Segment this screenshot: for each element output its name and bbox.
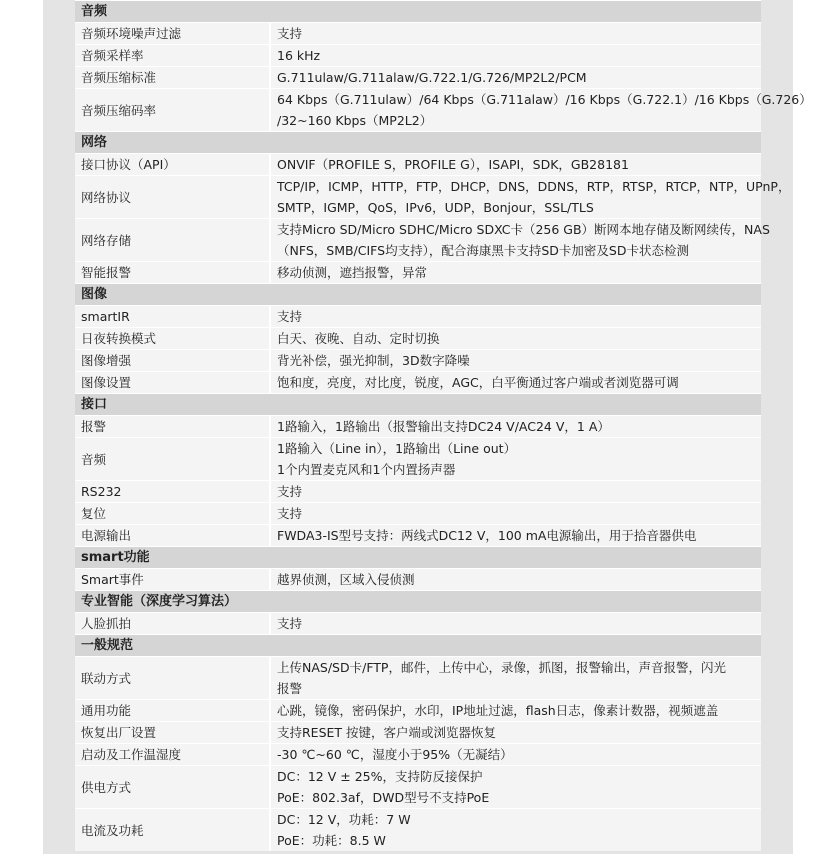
- spec-label-text: 通用功能: [81, 703, 132, 718]
- spec-value-line: DC：12 V，功耗：7 W: [277, 812, 411, 827]
- spec-value-line: SMTP，IGMP，QoS，IPv6，UDP，Bonjour，SSL/TLS: [277, 200, 594, 215]
- spec-row: [75, 808, 761, 851]
- spec-row: [75, 743, 761, 765]
- spec-label-text: 供电方式: [81, 779, 132, 795]
- spec-label-text: 启动及工作温湿度: [81, 747, 182, 762]
- spec-label: [75, 612, 271, 634]
- spec-value-line: TCP/IP，ICMP，HTTP，FTP，DHCP，DNS，DDNS，RTP，RTSP，RTCP，NTP，UPnP，: [277, 179, 791, 194]
- spec-value: [271, 153, 761, 175]
- spec-value-line: 1个内置麦克风和1个内置扬声器: [277, 462, 456, 477]
- spec-value-line: （NFS，SMB/CIFS均支持），配合海康黑卡支持SD卡加密及SD卡状态检测: [277, 243, 689, 258]
- spec-row: [75, 502, 761, 524]
- spec-value: [271, 44, 761, 66]
- spec-label: [75, 743, 271, 765]
- spec-value-line: ONVIF（PROFILE S，PROFILE G），ISAPI，SDK，GB28181: [277, 157, 629, 172]
- spec-label-text: 音频压缩标准: [81, 70, 157, 85]
- spec-row: [75, 437, 761, 480]
- spec-value-line: PoE：功耗：8.5 W: [277, 833, 386, 848]
- spec-value-line: 背光补偿，强光抑制，3D数字降噪: [277, 353, 470, 368]
- section-header: 接口: [75, 393, 761, 415]
- spec-label-text: 网络存储: [81, 232, 132, 248]
- spec-value-line: 报警: [277, 681, 303, 696]
- section-header: 专业智能（深度学习算法）: [75, 590, 761, 612]
- spec-label: [75, 218, 271, 261]
- spec-label: [75, 371, 271, 393]
- spec-label-text: 复位: [81, 506, 107, 521]
- spec-label: [75, 765, 271, 808]
- spec-row: [75, 612, 761, 634]
- spec-value: [271, 480, 761, 502]
- spec-value: [271, 502, 761, 524]
- spec-value: [271, 22, 761, 44]
- spec-label-text: 接口协议（API）: [81, 157, 176, 172]
- spec-row: [75, 218, 770, 261]
- spec-label-text: 音频环境噪声过滤: [81, 26, 182, 41]
- spec-value: [271, 699, 761, 721]
- spec-label: [75, 437, 271, 480]
- spec-value: [271, 721, 761, 743]
- spec-label: [75, 568, 271, 590]
- spec-value: [271, 175, 791, 218]
- spec-label: [75, 22, 271, 44]
- spec-value-line: 支持RESET 按键，客户端或浏览器恢复: [277, 725, 497, 740]
- spec-value: [271, 88, 812, 131]
- spec-label-text: 音频采样率: [81, 48, 144, 63]
- spec-value-line: 心跳，镜像，密码保护，水印，IP地址过滤，flash日志，像素计数器，视频遮盖: [277, 703, 719, 718]
- spec-value: [271, 437, 761, 480]
- spec-value-line: 支持: [277, 484, 303, 499]
- spec-label: [75, 153, 271, 175]
- spec-label-text: 人脸抓拍: [81, 616, 132, 631]
- spec-label: [75, 524, 271, 546]
- spec-value: [271, 415, 761, 437]
- spec-row: [75, 568, 761, 590]
- spec-value-line: 支持: [277, 309, 303, 324]
- spec-value-line: 16 kHz: [277, 48, 321, 63]
- spec-value: [271, 305, 761, 327]
- spec-value: [271, 349, 761, 371]
- spec-label-text: 日夜转换模式: [81, 331, 157, 346]
- spec-value-line: -30 ℃~60 ℃，湿度小于95%（无凝结）: [277, 747, 513, 762]
- spec-row: [75, 175, 791, 218]
- spec-value-line: 支持: [277, 506, 303, 521]
- spec-value-line: 白天、夜晚、自动、定时切换: [277, 331, 440, 346]
- spec-value-line: /32~160 Kbps（MP2L2）: [277, 113, 433, 128]
- section-header: smart功能: [75, 546, 761, 568]
- spec-label-text: 恢复出厂设置: [81, 725, 157, 740]
- spec-label-text: smartIR: [81, 309, 130, 324]
- spec-value-line: G.711ulaw/G.711alaw/G.722.1/G.726/MP2L2/PCM: [277, 70, 587, 85]
- spec-label: [75, 480, 271, 502]
- spec-value: [271, 568, 761, 590]
- spec-value: [271, 656, 761, 699]
- spec-label-text: 智能报警: [81, 265, 132, 280]
- section-header: 图像: [75, 283, 761, 305]
- spec-value: [271, 808, 761, 851]
- spec-row: [75, 371, 761, 393]
- section-header: 音频: [75, 0, 761, 22]
- spec-label-text: RS232: [81, 484, 122, 499]
- spec-value-line: 支持: [277, 616, 303, 631]
- spec-value-line: PoE：802.3af，DWD型号不支持PoE: [277, 790, 490, 805]
- spec-row: [75, 327, 761, 349]
- spec-value-line: 上传NAS/SD卡/FTP，邮件，上传中心，录像，抓图，报警输出，声音报警，闪光: [277, 660, 726, 675]
- spec-value: [271, 765, 761, 808]
- section-header: 一般规范: [75, 634, 761, 656]
- spec-row: [75, 656, 761, 699]
- spec-label: [75, 88, 271, 131]
- spec-value: [271, 66, 761, 88]
- spec-value: [271, 218, 770, 261]
- spec-value-line: 64 Kbps（G.711ulaw）/64 Kbps（G.711alaw）/16 Kbps（G.722.1）/16 Kbps（G.726）: [277, 92, 812, 107]
- spec-label: [75, 349, 271, 371]
- spec-row: [75, 22, 761, 44]
- spec-value-line: 支持: [277, 26, 303, 41]
- spec-row: [75, 261, 761, 283]
- spec-label: [75, 175, 271, 218]
- spec-label: [75, 721, 271, 743]
- spec-label: [75, 699, 271, 721]
- spec-value: [271, 524, 761, 546]
- spec-label-text: 电源输出: [81, 528, 132, 543]
- spec-value: [271, 743, 761, 765]
- spec-label-text: 图像设置: [81, 375, 132, 390]
- spec-value-line: 越界侦测，区域入侵侦测: [277, 572, 415, 587]
- spec-value: [271, 327, 761, 349]
- spec-label-text: 联动方式: [81, 670, 132, 686]
- spec-label: [75, 415, 271, 437]
- spec-label: [75, 44, 271, 66]
- spec-value: [271, 612, 761, 634]
- spec-label-text: 网络协议: [81, 189, 132, 205]
- spec-label: [75, 66, 271, 88]
- spec-value-line: 1路输入，1路输出（报警输出支持DC24 V/AC24 V，1 A）: [277, 419, 610, 434]
- section-header: 网络: [75, 131, 761, 153]
- spec-row: [75, 305, 761, 327]
- spec-value-line: 1路输入（Line in），1路输出（Line out）: [277, 441, 517, 456]
- spec-row: [75, 721, 761, 743]
- spec-label: [75, 502, 271, 524]
- spec-label-text: 音频压缩码率: [81, 102, 157, 118]
- spec-label-text: 电流及功耗: [81, 822, 144, 838]
- spec-row: [75, 765, 761, 808]
- spec-value-line: DC：12 V ± 25%，支持防反接保护: [277, 769, 483, 784]
- spec-label-text: 报警: [81, 419, 107, 434]
- spec-value-line: 饱和度，亮度，对比度，锐度，AGC，白平衡通过客户端或者浏览器可调: [277, 375, 679, 390]
- spec-label: [75, 305, 271, 327]
- spec-value-line: 支持Micro SD/Micro SDHC/Micro SDXC卡（256 GB）断网本地存储及断网续传，NAS: [277, 222, 770, 237]
- spec-row: [75, 44, 761, 66]
- spec-row: [75, 524, 761, 546]
- spec-label-text: Smart事件: [81, 572, 144, 587]
- spec-row: [75, 66, 761, 88]
- spec-label: [75, 808, 271, 851]
- spec-row: [75, 415, 761, 437]
- spec-label: [75, 656, 271, 699]
- spec-value: [271, 261, 761, 283]
- spec-row: [75, 153, 761, 175]
- spec-label: [75, 261, 271, 283]
- spec-value-line: 移动侦测，遮挡报警，异常: [277, 265, 428, 280]
- spec-row: [75, 349, 761, 371]
- spec-label: [75, 327, 271, 349]
- spec-label-text: 图像增强: [81, 353, 132, 368]
- spec-value-line: FWDA3-IS型号支持：两线式DC12 V，100 mA电源输出，用于拾音器供电: [277, 528, 697, 543]
- spec-row: [75, 480, 761, 502]
- spec-value: [271, 371, 761, 393]
- spec-label-text: 音频: [81, 451, 107, 467]
- spec-row: [75, 699, 761, 721]
- spec-table: [75, 0, 812, 851]
- spec-row: [75, 88, 812, 131]
